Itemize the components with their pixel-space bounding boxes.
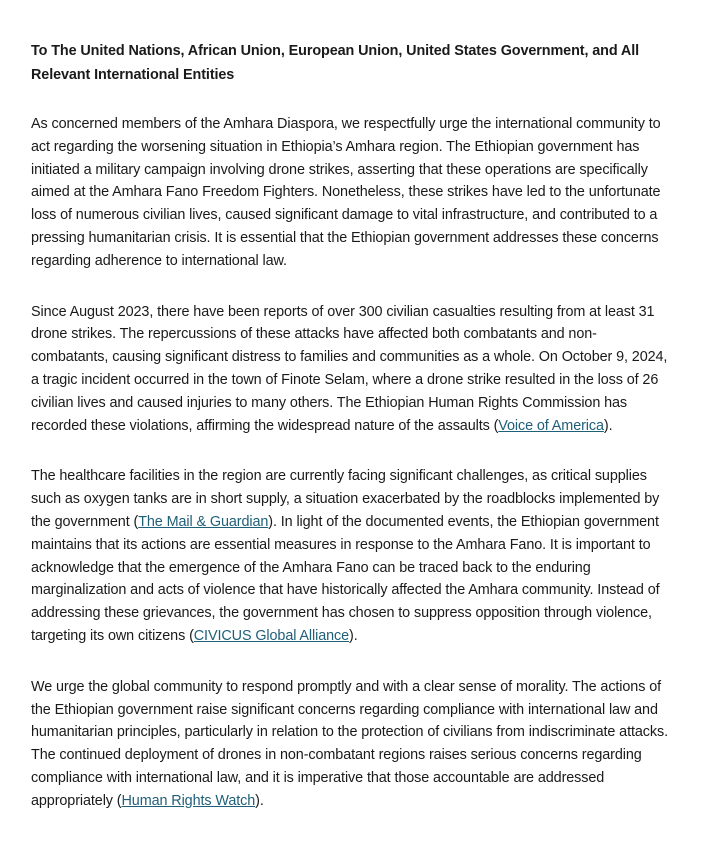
paragraph-4-end: ).: [255, 792, 264, 809]
paragraph-3-end: ).: [349, 627, 358, 644]
paragraph-2: [31, 301, 671, 438]
letter-heading: To The United Nations, African Union, European Union, United States Government, and All Relevant International Entities: [31, 43, 640, 83]
civicus-link[interactable]: CIVICUS Global Alliance: [193, 627, 350, 644]
paragraph-4: [31, 676, 671, 813]
voice-of-america-link[interactable]: Voice of America: [498, 417, 604, 434]
paragraph-3-text-b: ). In light of the documented events, the Ethiopian government maintains that its actions are essential measures in response to the Amhara Fano. It is important to acknowledge that the emergence of the Amhara Fano can be traced back to the enduring marginalization and acts of violence that have historically affected the Amhara community. Instead of addressing these grievances, the government has chosen to suppress opposition through violence, targeting its own citizens (: [31, 513, 660, 644]
paragraph-1-text: As concerned members of the Amhara Diaspora, we respectfully urge the international community to act regarding the worsening situation in Ethiopia’s Amhara region. The Ethiopian government has initiated a military campaign involving drone strikes, asserting that these operations are specifically aimed at the Amhara Fano Freedom Fighters. Nonetheless, these strikes have led to the unfortunate loss of numerous civilian lives, caused significant damage to vital infrastructure, and contributed to a pressing humanitarian crisis. It is essential that the Ethiopian government addresses these concerns regarding adherence to international law.: [31, 116, 661, 269]
letter-body: [31, 40, 671, 841]
paragraph-3-text-a: The healthcare facilities in the region are currently facing significant challenges, as critical supplies such as oxygen tanks are in short supply, a situation exacerbated by the roadblocks implemented by the government (: [31, 468, 660, 530]
human-rights-watch-link[interactable]: Human Rights Watch: [121, 792, 256, 809]
paragraph-4-text: We urge the global community to respond promptly and with a clear sense of morality. The actions of the Ethiopian government raise significant concerns regarding compliance with international law and humanitarian principles, particularly in relation to the protection of civilians from indiscriminate attacks. The continued deployment of drones in non-combatant regions raises serious concerns regarding compliance with international law, and it is imperative that those accountable are addressed appropriately (: [31, 678, 668, 809]
paragraph-2-end: ).: [603, 417, 613, 434]
paragraph-1: [31, 113, 671, 273]
mail-and-guardian-link[interactable]: The Mail & Guardian: [138, 513, 269, 530]
paragraph-3: [31, 465, 671, 647]
paragraph-2-text: Since August 2023, there have been reports of over 300 civilian casualties resulting from at least 31 drone strikes. The repercussions of these attacks have affected both combatants and non-combatants, causing significant distress to families and communities as a whole. On October 9, 2024, a tragic incident occurred in the town of Finote Selam, where a drone strike resulted in the loss of 26 civilian lives and caused injuries to many others. The Ethiopian Human Rights Commission has recorded these violations, affirming the widespread nature of the assaults (: [31, 303, 668, 434]
